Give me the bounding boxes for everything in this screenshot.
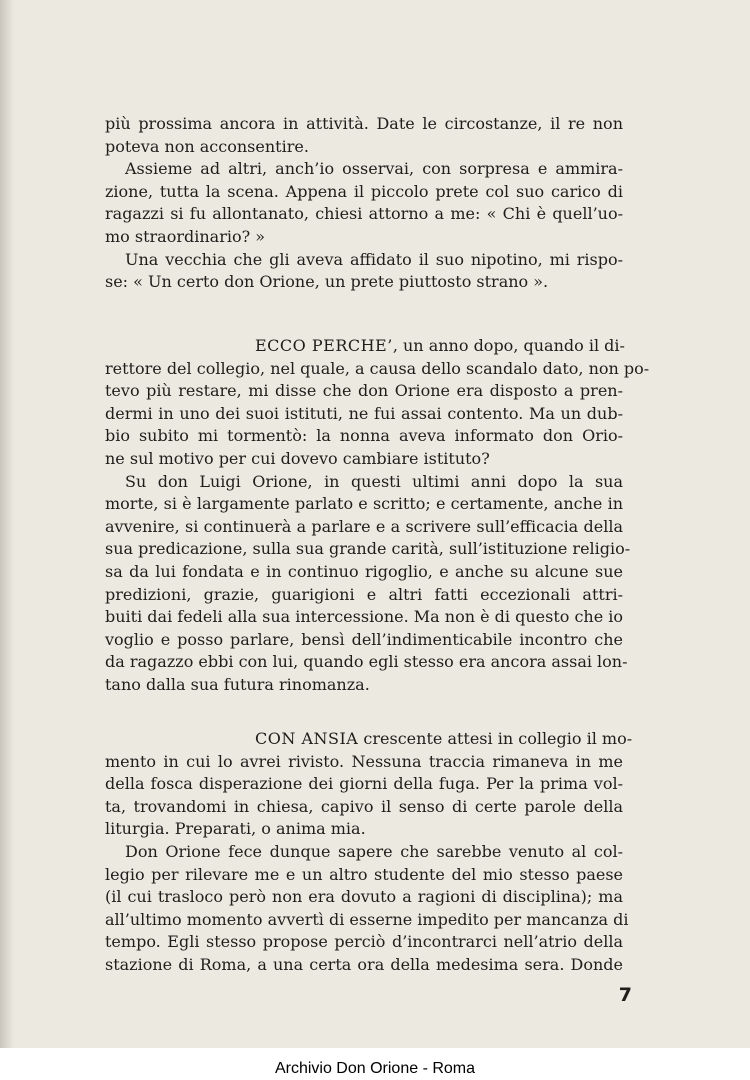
text-line: stazione di Roma, a una certa ora della medesima sera. Donde	[105, 954, 623, 974]
text-line: sua predicazione, sulla sua grande carità, sull’istituzione religio-	[105, 539, 631, 559]
text-line: ne sul motivo per cui dovevo cambiare istituto?	[105, 448, 490, 468]
text-line: Assieme ad altri, anch’io osservai, con sorpresa e ammira-	[125, 159, 623, 179]
text-line: più prossima ancora in attività. Date le circostanze, il re non	[105, 114, 623, 133]
text-line-content: crescente attesi in collegio il mo-	[358, 729, 633, 748]
text-line: tano dalla sua futura rinomanza.	[105, 674, 370, 694]
text-line: morte, si è largamente parlato e scritto; e certamente, anche in	[105, 494, 623, 514]
text-line: buiti dai fedeli alla sua intercessione. Ma non è di questo che io	[105, 607, 624, 627]
section-lead-caps: ECCO PERCHE’	[255, 336, 393, 355]
page-number: 7	[618, 984, 632, 1006]
text-line: sa da lui fondata e in continuo rigoglio, e anche su alcune sue	[105, 561, 623, 581]
text-line: ta, trovandomi in chiesa, capivo il senso di certe parole della	[105, 796, 623, 816]
text-line: poteva non acconsentire.	[105, 136, 309, 156]
text-line: mo straordinario? »	[105, 226, 266, 246]
text-line: da ragazzo ebbi con lui, quando egli stesso era ancora assai lon-	[105, 652, 628, 672]
text-line: avvenire, si continuerà a parlare e a scrivere sull’efficacia della	[105, 516, 623, 536]
text-line: ragazzi si fu allontanato, chiesi attorno a me: « Chi è quell’uo-	[105, 204, 623, 224]
text-line	[105, 335, 623, 358]
text-line: tempo. Egli stesso propose perciò d’incontrarci nell’atrio della	[105, 932, 623, 952]
text-line: rettore del collegio, nel quale, a causa dello scandalo dato, non po-	[105, 358, 650, 378]
text-line: tevo più restare, mi disse che don Orione era disposto a pren-	[105, 381, 623, 401]
text-line: liturgia. Preparati, o anima mia.	[105, 819, 366, 839]
text-line: bio subito mi tormentò: la nonna aveva informato don Orio-	[105, 426, 623, 446]
text-line: Una vecchia che gli aveva affidato il suo nipotino, mi rispo-	[125, 249, 623, 269]
text-line: se: « Un certo don Orione, un prete piuttosto strano ».	[105, 272, 549, 292]
text-line: mento in cui lo avrei rivisto. Nessuna traccia rimaneva in me	[105, 751, 623, 771]
text-line: dermi in uno dei suoi istituti, ne fui assai contento. Ma un dub-	[105, 403, 623, 423]
text-line: legio per rilevare me e un altro studente del mio stesso paese	[105, 864, 623, 884]
text-line	[105, 728, 633, 751]
text-line-content: , un anno dopo, quando il di-	[392, 336, 625, 355]
archive-footer: Archivio Don Orione - Roma	[274, 1060, 476, 1077]
text-line: voglio e posso parlare, bensì dell’indimenticabile incontro che	[105, 629, 623, 649]
text-line: (il cui trasloco però non era dovuto a ragioni di disciplina); ma	[105, 887, 623, 907]
paragraph-block-2	[105, 335, 650, 697]
text-line: Su don Luigi Orione, in questi ultimi anni dopo la sua	[125, 471, 623, 491]
text-line: predizioni, grazie, guarigioni e altri fatti eccezionali attri-	[105, 584, 623, 604]
text-line: Don Orione fece dunque sapere che sarebbe venuto al col-	[125, 841, 623, 861]
text-line: della fosca disperazione dei giorni della fuga. Per la prima vol-	[105, 774, 623, 794]
paragraph-block-1	[105, 113, 623, 294]
paragraph-block-3	[105, 728, 633, 977]
section-lead-caps: CON ANSIA	[255, 729, 359, 748]
text-line: all’ultimo momento avvertì di esserne impedito per mancanza di	[105, 909, 629, 929]
text-line: zione, tutta la scena. Appena il piccolo prete col suo carico di	[105, 181, 623, 201]
